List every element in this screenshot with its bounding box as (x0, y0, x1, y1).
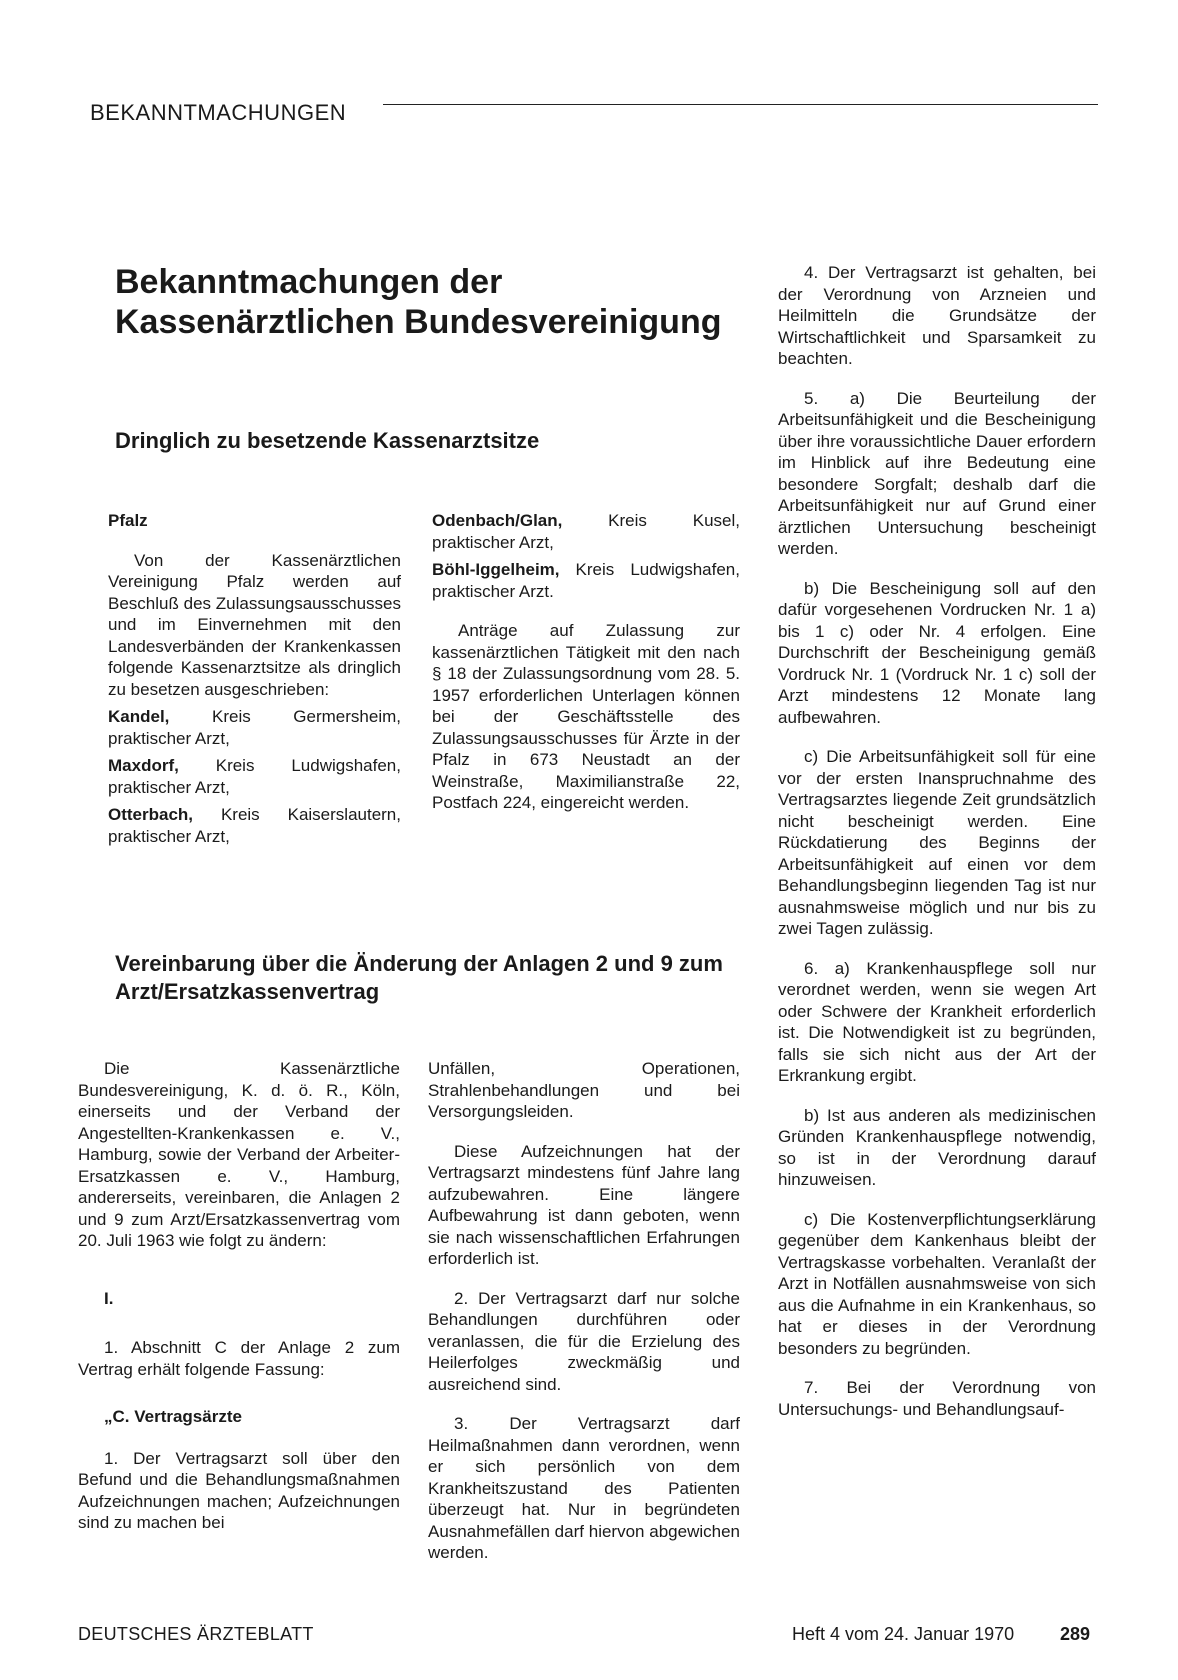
entry-otterbach (108, 804, 401, 847)
entry-place: Maxdorf, (108, 756, 179, 775)
paragraph-5a: 5. a) Die Beurteilung der Arbeitsunfähigkeit und die Bescheinigung über ihre voraussichtliche Dauer erfordern im Hinblick auf ihre Bedeutung eine besondere Sorgfalt; deshalb darf die Arbeitsunfähigkeit nur auf Grund einer ärztlichen Untersuchung bescheinigt werden. (778, 388, 1096, 558)
entry-rest: Kreis Kaiserslautern, praktischer Arzt, (108, 805, 401, 846)
paragraph-5b: b) Die Bescheinigung soll auf den dafür vorgesehenen Vordrucken Nr. 1 a) bis 1 c) oder Nr. 4 erfolgen. Eine Durchschrift der Bescheinigung gemäß Vordruck Nr. 1 (Vordruck Nr. 1 c) soll der Arzt mindestens 12 Monate lang aufbewahren. (778, 578, 1096, 727)
abschnitt-text: 1. Abschnitt C der Anlage 2 zum Vertrag erhält folgende Fassung: (78, 1338, 400, 1379)
c-heading: „C. Vertragsärzte (104, 1407, 242, 1426)
journal-name: DEUTSCHES ÄRZTEBLATT (78, 1624, 314, 1644)
right-column (778, 262, 1096, 1420)
pfalz-column-right (432, 510, 740, 814)
paragraph-1b: Diese Aufzeichnungen hat der Vertragsarzt mindestens fünf Jahre lang aufzubewahren. Eine längere Aufbewahrung ist dann geboten, wenn sie nach wissenschaftlichen Erfahrungen erforderlich ist. (428, 1141, 740, 1268)
paragraph-1-continued: Unfällen, Operationen, Strahlenbehandlungen und bei Versorgungsleiden. (428, 1059, 740, 1121)
entry-place: Odenbach/Glan, (432, 511, 563, 530)
pfalz-heading: Pfalz (108, 511, 148, 530)
paragraph-1: 1. Der Vertragsarzt soll über den Befund und die Behandlungsmaßnahmen Aufzeichnungen machen; Aufzeichnungen sind zu machen bei (78, 1448, 400, 1532)
entry-rest: Kreis Kusel, praktischer Arzt, (432, 511, 740, 552)
pfalz-column-left (108, 510, 401, 847)
paragraph-6c: c) Die Kostenverpflichtungserklärung gegenüber dem Kankenhaus bleibt der Vertragskasse vorbehalten. Veranlaßt der Arzt in Notfällen ausnahmsweise von sich aus die Aufnahme in ein Krankenhaus, so hat er dieses in der Verordnung besonders zu begründen. (778, 1209, 1096, 1358)
entry-place: Kandel, (108, 707, 170, 726)
section-subtitle: Dringlich zu besetzende Kassenarztsitze (115, 428, 540, 453)
page-number: 289 (1060, 1624, 1091, 1644)
paragraph-5c: c) Die Arbeitsunfähigkeit soll für eine vor der ersten Inanspruchnahme des Vertragsarztes liegende Zeit grundsätzlich nicht bescheinigt werden. Eine Rückdatierung des Beginns der Arbeitsunfähigkeit auf einen vor dem Behandlungsbeginn liegenden Tag ist nur ausnahmsweise möglich und nur bis zu zwei Tagen zulässig. (778, 747, 1096, 938)
entry-kandel (108, 706, 401, 749)
entry-maxdorf (108, 755, 401, 798)
entry-rest: Kreis Ludwigshafen, praktischer Arzt. (432, 560, 740, 601)
paragraph-6a: 6. a) Krankenhauspflege soll nur verordnet werden, wenn sie wegen Art oder Schwere der Krankheit erforderlich ist. Die Notwendigkeit ist zu begründen, falls sie sich nicht aus der Art der Erkrankung ergibt. (778, 958, 1096, 1085)
page-title (115, 262, 775, 342)
title-line-2: Kassenärztlichen Bundesvereinigung (115, 303, 722, 341)
section-header: BEKANNTMACHUNGEN (90, 100, 347, 125)
header-rule (383, 104, 1098, 105)
vereinbarung-heading: Vereinbarung über die Änderung der Anlagen 2 und 9 zum Arzt/Ersatzkassenvertrag (115, 951, 723, 1004)
vereinbarung-column-left (78, 1058, 400, 1534)
paragraph-7: 7. Bei der Verordnung von Untersuchungs- und Behandlungsauf- (778, 1378, 1096, 1419)
paragraph-3: 3. Der Vertragsarzt darf Heilmaßnahmen dann verordnen, wenn er sich persönlich von dem Krankheitszustand des Patienten überzeugt hat. Nur in begründeten Ausnahmefällen darf hiervon abgewichen werden. (428, 1414, 740, 1562)
entry-boehl (432, 559, 740, 602)
entry-rest: Kreis Ludwigshafen, praktischer Arzt, (108, 756, 401, 797)
entry-place: Böhl-Iggelheim, (432, 560, 560, 579)
vereinbarung-intro: Die Kassenärztliche Bundesvereinigung, K. d. ö. R., Köln, einerseits und der Verband der Angestellten-Krankenkassen e. V., Hamburg, sowie der Verband der Arbeiter-Ersatzkassen e. V., Hamburg, andererseits, vereinbaren, die Anlagen 2 und 9 zum Arzt/Ersatzkassenvertrag vom 20. Juli 1963 wie folgt zu ändern: (78, 1059, 400, 1250)
pfalz-antraege: Anträge auf Zulassung zur kassenärztlichen Tätigkeit mit den nach § 18 der Zulassungsordnung vom 28. 5. 1957 erforderlichen Unterlagen können bei der Geschäftsstelle des Zulassungsausschusses für Ärzte in der Pfalz in 673 Neustadt an der Weinstraße, Maximilianstraße 22, Postfach 224, eingereicht werden. (432, 621, 740, 812)
entry-rest: Kreis Germersheim, praktischer Arzt, (108, 707, 401, 748)
roman-numeral: I. (104, 1288, 114, 1308)
issue-info: Heft 4 vom 24. Januar 1970 (792, 1624, 1015, 1644)
entry-odenbach (432, 510, 740, 553)
pfalz-intro: Von der Kassenärztlichen Vereinigung Pfalz werden auf Beschluß des Zulassungsausschusses und im Einvernehmen mit den Landesverbänden der Krankenkassen folgende Kassenarztsitze als dringlich zu besetzen ausgeschrieben: (108, 550, 401, 699)
paragraph-2: 2. Der Vertragsarzt darf nur solche Behandlungen durchführen oder veranlassen, die für die Erzielung des Heilerfolges zweckmäßig und ausreichend sind. (428, 1288, 740, 1394)
paragraph-4: 4. Der Vertragsarzt ist gehalten, bei der Verordnung von Arzneien und Heilmitteln die Grundsätze der Wirtschaftlichkeit und Sparsamkeit zu beachten. (778, 263, 1096, 368)
vereinbarung-column-middle (428, 1058, 740, 1564)
entry-place: Otterbach, (108, 805, 194, 824)
title-line-1: Bekanntmachungen der (115, 263, 503, 301)
paragraph-6b: b) Ist aus anderen als medizinischen Gründen Krankenhauspflege notwendig, so ist in der Verordnung darauf hinzuweisen. (778, 1105, 1096, 1189)
